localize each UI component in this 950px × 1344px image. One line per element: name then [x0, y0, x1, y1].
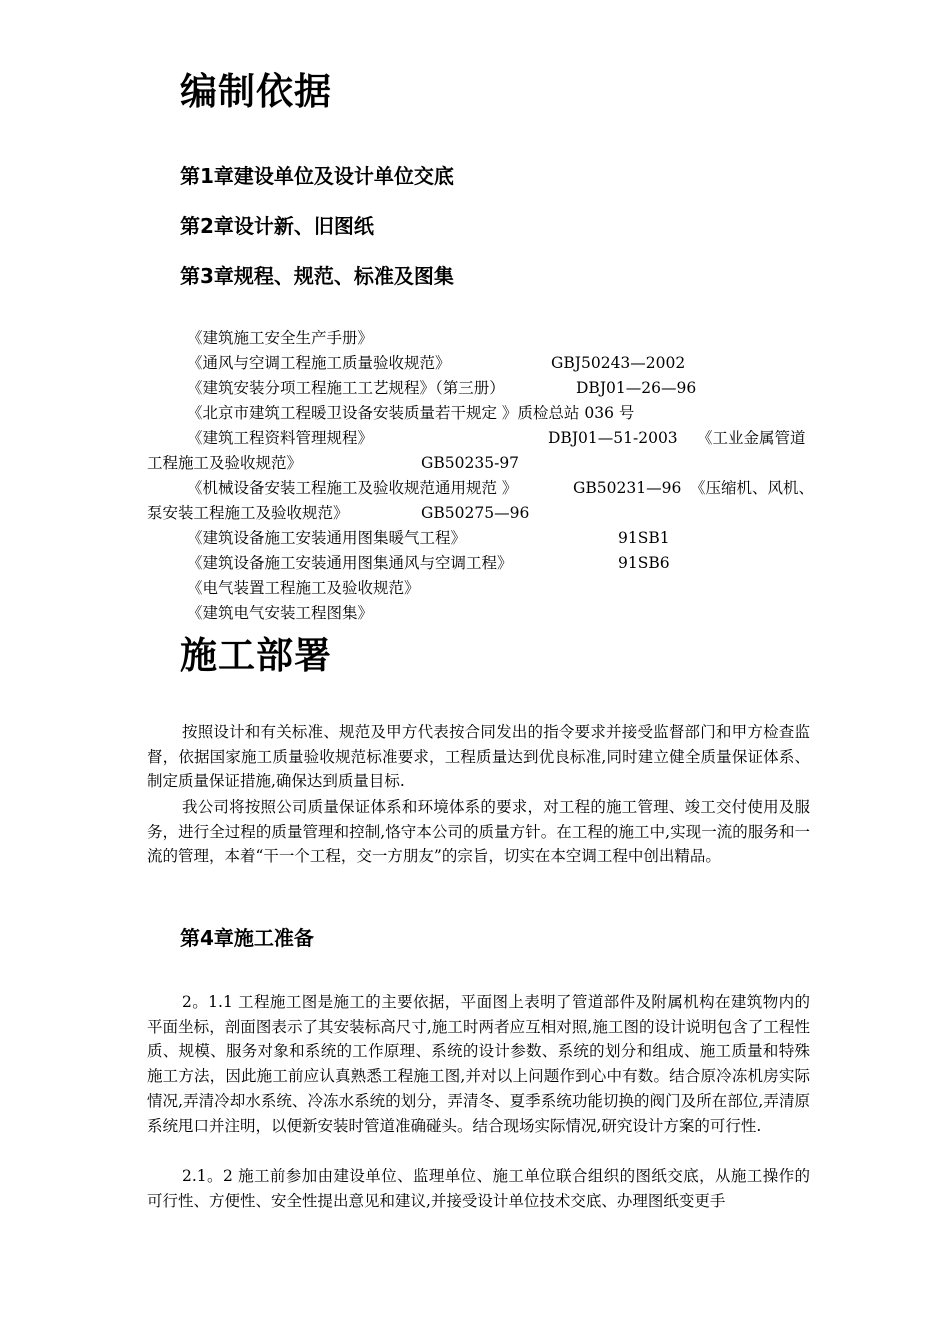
reference-code: GBJ50243—2002 [551, 354, 686, 372]
reference-item: 《建筑电气安装工程图集》 [187, 604, 374, 622]
reference-item: 《机械设备安装工程施工及验收规范通用规范 》 [187, 479, 518, 497]
reference-item: 《建筑工程资料管理规程》 [187, 429, 374, 447]
reference-item: 《北京市建筑工程暖卫设备安装质量若干规定 》质检总站 036 号 [187, 404, 635, 422]
reference-code: DBJ01—51-2003 [548, 429, 678, 447]
preparation-paragraph-1: 2。1.1 工程施工图是施工的主要依据，平面图上表明了管道部件及附属机构在建筑物内的平面坐标，剖面图表示了其安装标高尺寸,施工时两者应互相对照,施工图的设计说明包含了工程性质、规模、服务对象和系统的工作原理、系统的设计参数、系统的划分和组成、施工质量和特殊施工方法，因此施工前应认真熟悉工程施工图,并对以上问题作到心中有数。结合原冷冻机房实际情况,弄清冷却水系统、冷冻水系统的划分，弄清冬、夏季系统功能切换的阀门及所在部位,弄清原系统甩口并注明，以便新安装时管道准确碰头。结合现场实际情况,研究设计方案的可行性. [147, 993, 810, 1135]
reference-code: 91SB1 [618, 529, 670, 547]
chapter-4-heading: 第4章施工准备 [180, 926, 314, 950]
deployment-title: 施工部署 [180, 634, 332, 677]
deployment-paragraph-1: 按照设计和有关标准、规范及甲方代表按合同发出的指令要求并接受监督部门和甲方检查监督，依据国家施工质量验收规范标准要求，工程质量达到优良标准,同时建立健全质量保证体系、制定质量保证措施,确保达到质量目标. [147, 723, 810, 791]
reference-item: 《建筑安装分项工程施工工艺规程》（第三册） [187, 379, 505, 397]
reference-item: 《通风与空调工程施工质量验收规范》 [187, 354, 451, 372]
reference-item: 工程施工及验收规范》 [147, 454, 303, 472]
reference-item: 《建筑设备施工安装通用图集通风与空调工程》 [187, 554, 513, 572]
reference-code: GB50275—96 [421, 504, 530, 522]
basis-title: 编制依据 [180, 70, 332, 113]
deployment-paragraph-2: 我公司将按照公司质量保证体系和环境体系的要求，对工程的施工管理、竣工交付使用及服务，进行全过程的质量管理和控制,恪守本公司的质量方针。在工程的施工中,实现一流的服务和一流的管理，本着“干一个工程，交一方朋友”的宗旨，切实在本空调工程中创出精品。 [147, 798, 810, 866]
preparation-paragraph-2: 2.1。2 施工前参加由建设单位、监理单位、施工单位联合组织的图纸交底，从施工操作的可行性、方便性、安全性提出意见和建议,并接受设计单位技术交底、办理图纸变更手 [147, 1167, 810, 1210]
reference-item: 泵安装工程施工及验收规范》 [147, 504, 349, 522]
reference-code: GB50231—96 [573, 479, 682, 497]
chapter-2-heading: 第2章设计新、旧图纸 [180, 214, 374, 238]
reference-item: 《建筑设备施工安装通用图集暖气工程》 [187, 529, 467, 547]
reference-item: 《压缩机、风机、 [690, 479, 815, 497]
reference-item: 《工业金属管道 [697, 429, 806, 447]
reference-code: DBJ01—26—96 [576, 379, 697, 397]
chapter-3-heading: 第3章规程、规范、标准及图集 [180, 264, 454, 288]
reference-code: 91SB6 [618, 554, 670, 572]
reference-item: 《建筑施工安全生产手册》 [187, 329, 374, 347]
reference-item: 《电气装置工程施工及验收规范》 [187, 579, 420, 597]
chapter-1-heading: 第1章建设单位及设计单位交底 [180, 164, 454, 188]
reference-code: GB50235-97 [421, 454, 520, 472]
